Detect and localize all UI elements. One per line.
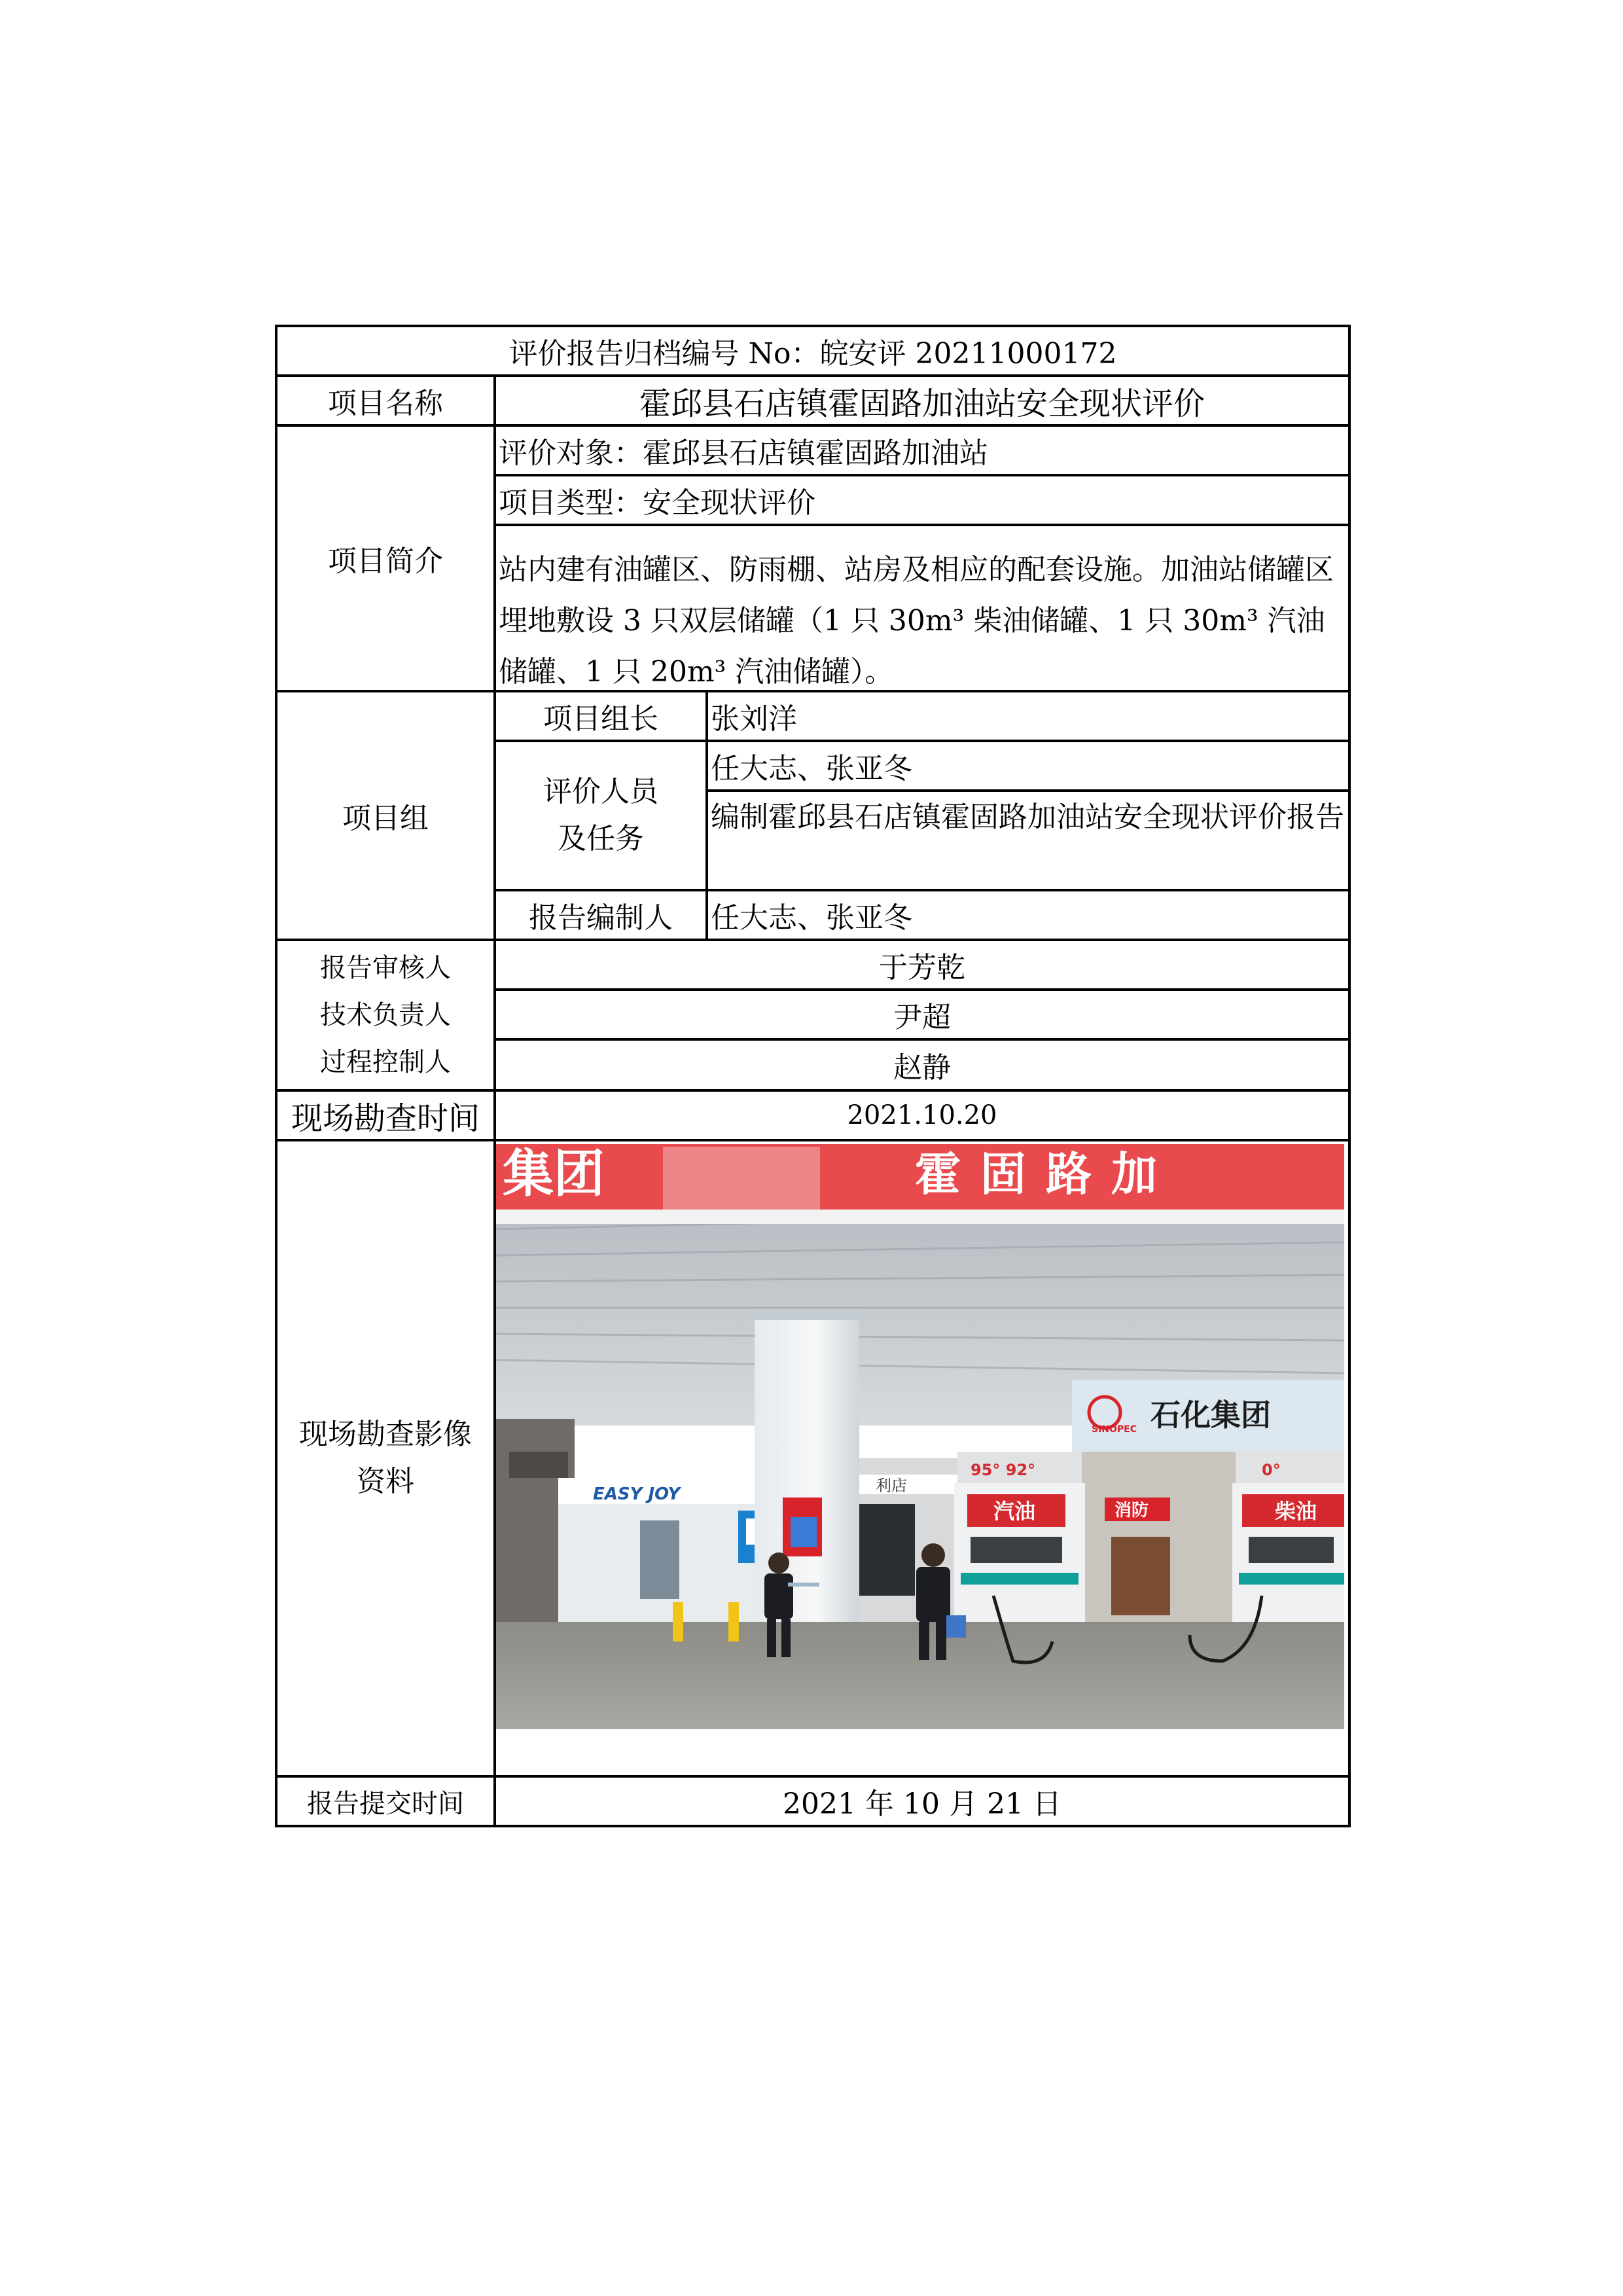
project-group-label: 项目组 bbox=[342, 802, 429, 835]
pump-left-label: 汽油 bbox=[993, 1499, 1036, 1524]
gas-station-scene bbox=[496, 1144, 1344, 1729]
submit-time-label: 报告提交时间 bbox=[307, 1788, 464, 1819]
review-labels bbox=[277, 941, 493, 1089]
reviewer-value: 于芳乾 bbox=[879, 951, 965, 984]
compiler-label: 报告编制人 bbox=[529, 901, 673, 935]
pump-left-price: 95° 92° bbox=[971, 1461, 1036, 1479]
project-name-value: 霍邱县石店镇霍固路加油站安全现状评价 bbox=[639, 385, 1205, 422]
archive-number: 评价报告归档编号 No：皖安评 20211000172 bbox=[508, 337, 1117, 370]
evaluators-label bbox=[496, 742, 705, 889]
survey-image-label bbox=[277, 1141, 493, 1775]
evaluators-task-text: 编制霍邱县石店镇霍固路加油站安全现状评价报告 bbox=[711, 800, 1344, 834]
site-survey-photo bbox=[496, 1144, 1344, 1729]
project-description-text: 站内建有油罐区、防雨棚、站房及相应的配套设施。加油站储罐区埋地敷设 3 只双层储罐（1 只 30m³ 柴油储罐、1 只 30m³ 汽油储罐、1 只 20m³ 汽油储罐）。 bbox=[499, 553, 1334, 689]
project-type: 项目类型：安全现状评价 bbox=[499, 486, 815, 520]
sinopec-text: SINOPEC bbox=[1092, 1424, 1137, 1435]
tech-lead-value: 尹超 bbox=[893, 1001, 951, 1034]
process-control-value: 赵静 bbox=[893, 1051, 951, 1085]
submit-time-value: 2021 年 10 月 21 日 bbox=[783, 1787, 1061, 1821]
store-chinese-sign: 利店 bbox=[876, 1477, 907, 1495]
evaluators-label-line1: 评价人员 bbox=[543, 775, 658, 808]
pump-right-price: 0° bbox=[1262, 1461, 1281, 1479]
survey-image-label-line1: 现场勘查影像 bbox=[299, 1418, 472, 1451]
evaluators-value: 任大志、张亚冬 bbox=[711, 752, 912, 785]
sign-right: 石化集团 bbox=[1150, 1397, 1271, 1433]
evaluation-object: 评价对象：霍邱县石店镇霍固路加油站 bbox=[499, 437, 988, 470]
project-description bbox=[496, 526, 1348, 690]
evaluators-task bbox=[708, 792, 1348, 889]
team-leader-label: 项目组长 bbox=[543, 702, 658, 736]
reviewer-label: 报告审核人 bbox=[320, 953, 451, 983]
survey-time-label: 现场勘查时间 bbox=[291, 1100, 480, 1137]
compiler-value: 任大志、张亚冬 bbox=[711, 901, 912, 935]
store-sign: EASY JOY bbox=[593, 1484, 681, 1504]
sign-top-right: 霍固路加 bbox=[915, 1147, 1177, 1201]
project-intro-label: 项目简介 bbox=[328, 545, 443, 578]
tech-lead-label: 技术负责人 bbox=[320, 1000, 451, 1030]
project-name-label: 项目名称 bbox=[328, 387, 443, 420]
evaluators-label-line2: 及任务 bbox=[558, 822, 644, 855]
pump-right-label: 柴油 bbox=[1275, 1499, 1317, 1524]
evaluation-form-table bbox=[275, 325, 1351, 1830]
team-leader-value: 张刘洋 bbox=[711, 702, 797, 736]
sign-top-left: 集团 bbox=[503, 1145, 605, 1204]
process-control-label: 过程控制人 bbox=[320, 1047, 451, 1077]
survey-time-value: 2021.10.20 bbox=[847, 1100, 997, 1130]
fire-sign: 消防 bbox=[1115, 1501, 1149, 1520]
survey-image-label-line2: 资料 bbox=[357, 1465, 414, 1498]
